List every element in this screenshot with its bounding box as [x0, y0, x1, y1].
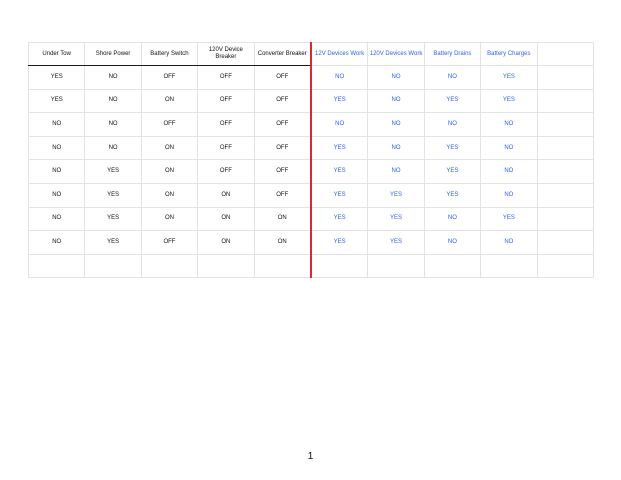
table-cell: NO — [29, 231, 85, 255]
truth-table — [28, 42, 594, 278]
table-cell: YES — [424, 89, 480, 113]
table-row — [29, 183, 594, 207]
table-cell: ON — [198, 183, 254, 207]
table-cell: NO — [481, 231, 537, 255]
table-cell: ON — [254, 207, 311, 231]
table-cell — [537, 254, 593, 278]
table-cell: OFF — [141, 113, 197, 137]
table-cell: OFF — [141, 231, 197, 255]
table-cell: YES — [311, 89, 368, 113]
table-cell — [424, 254, 480, 278]
table-cell — [537, 113, 593, 137]
table-cell: YES — [311, 183, 368, 207]
table-cell: NO — [424, 66, 480, 90]
table-cell: NO — [368, 160, 424, 184]
table-cell: NO — [424, 207, 480, 231]
table-cell: ON — [141, 183, 197, 207]
table-cell: YES — [85, 183, 141, 207]
table-cell: YES — [311, 231, 368, 255]
header-battery-switch: Battery Switch — [141, 43, 197, 66]
table-cell — [537, 136, 593, 160]
table-cell — [537, 231, 593, 255]
table-cell: NO — [29, 136, 85, 160]
table-cell: YES — [85, 231, 141, 255]
table-cell — [537, 183, 593, 207]
table-cell: YES — [29, 89, 85, 113]
table-cell — [537, 66, 593, 90]
table-cell: OFF — [198, 113, 254, 137]
table-cell — [481, 254, 537, 278]
table-cell: NO — [424, 231, 480, 255]
table-cell: YES — [85, 160, 141, 184]
header-battery-drains: Battery Drains — [424, 43, 480, 66]
table-cell: OFF — [198, 160, 254, 184]
header-battery-charges: Battery Charges — [481, 43, 537, 66]
table-cell: NO — [368, 66, 424, 90]
table-cell: NO — [85, 66, 141, 90]
table-cell — [311, 254, 368, 278]
table-cell: NO — [481, 183, 537, 207]
table-cell — [537, 207, 593, 231]
table-row — [29, 136, 594, 160]
header-12v-devices-work: 12V Devices Work — [311, 43, 368, 66]
header-under-tow: Under Tow — [29, 43, 85, 66]
table-cell: YES — [368, 183, 424, 207]
table-cell: ON — [141, 89, 197, 113]
page-number: 1 — [307, 451, 314, 462]
table-cell: YES — [311, 136, 368, 160]
table-cell: OFF — [198, 66, 254, 90]
table-cell: OFF — [254, 183, 311, 207]
table-cell: ON — [141, 136, 197, 160]
table-cell — [29, 254, 85, 278]
table-cell — [198, 254, 254, 278]
table-cell — [537, 89, 593, 113]
table-cell: OFF — [254, 160, 311, 184]
table-cell — [141, 254, 197, 278]
table-header-row — [29, 43, 594, 66]
table-cell: ON — [198, 207, 254, 231]
header-empty — [537, 43, 593, 66]
table-row-empty — [29, 254, 594, 278]
table-cell: YES — [424, 160, 480, 184]
table-cell: YES — [481, 66, 537, 90]
table-cell: NO — [29, 207, 85, 231]
table-cell: YES — [481, 207, 537, 231]
table-cell: NO — [311, 113, 368, 137]
header-120v-devices-work: 120V Devices Work — [368, 43, 424, 66]
table-cell: NO — [85, 113, 141, 137]
table-cell — [537, 160, 593, 184]
table-cell: NO — [29, 113, 85, 137]
table-cell: YES — [29, 66, 85, 90]
table-row — [29, 66, 594, 90]
table-cell: YES — [311, 160, 368, 184]
table-cell: ON — [141, 160, 197, 184]
table-cell: YES — [424, 183, 480, 207]
table-cell: OFF — [254, 113, 311, 137]
table-cell: NO — [368, 113, 424, 137]
table-cell: YES — [481, 89, 537, 113]
table-cell: YES — [368, 207, 424, 231]
header-120v-device-breaker: 120V Device Breaker — [198, 43, 254, 66]
table-cell: NO — [368, 89, 424, 113]
table-cell: NO — [85, 89, 141, 113]
table-cell: OFF — [198, 136, 254, 160]
table-cell: NO — [481, 113, 537, 137]
table-cell: ON — [198, 231, 254, 255]
table-cell: YES — [368, 231, 424, 255]
table-row — [29, 113, 594, 137]
table-cell — [368, 254, 424, 278]
table-cell: NO — [481, 136, 537, 160]
table-cell: OFF — [198, 89, 254, 113]
header-converter-breaker: Converter Breaker — [254, 43, 311, 66]
table-cell: NO — [481, 160, 537, 184]
table-cell — [85, 254, 141, 278]
table-row — [29, 89, 594, 113]
table-cell: OFF — [254, 136, 311, 160]
table-row — [29, 207, 594, 231]
table-cell: NO — [85, 136, 141, 160]
table-cell: ON — [254, 231, 311, 255]
table-row — [29, 160, 594, 184]
table-cell: OFF — [254, 89, 311, 113]
table-cell: NO — [424, 113, 480, 137]
header-shore-power: Shore Power — [85, 43, 141, 66]
table-cell: OFF — [141, 66, 197, 90]
table-cell: NO — [29, 160, 85, 184]
table-cell: NO — [368, 136, 424, 160]
table-cell: YES — [311, 207, 368, 231]
table-cell: NO — [311, 66, 368, 90]
table-cell: YES — [424, 136, 480, 160]
table-cell: ON — [141, 207, 197, 231]
table-row — [29, 231, 594, 255]
table-cell — [254, 254, 311, 278]
table-cell: YES — [85, 207, 141, 231]
table-cell: NO — [29, 183, 85, 207]
table-cell: OFF — [254, 66, 311, 90]
